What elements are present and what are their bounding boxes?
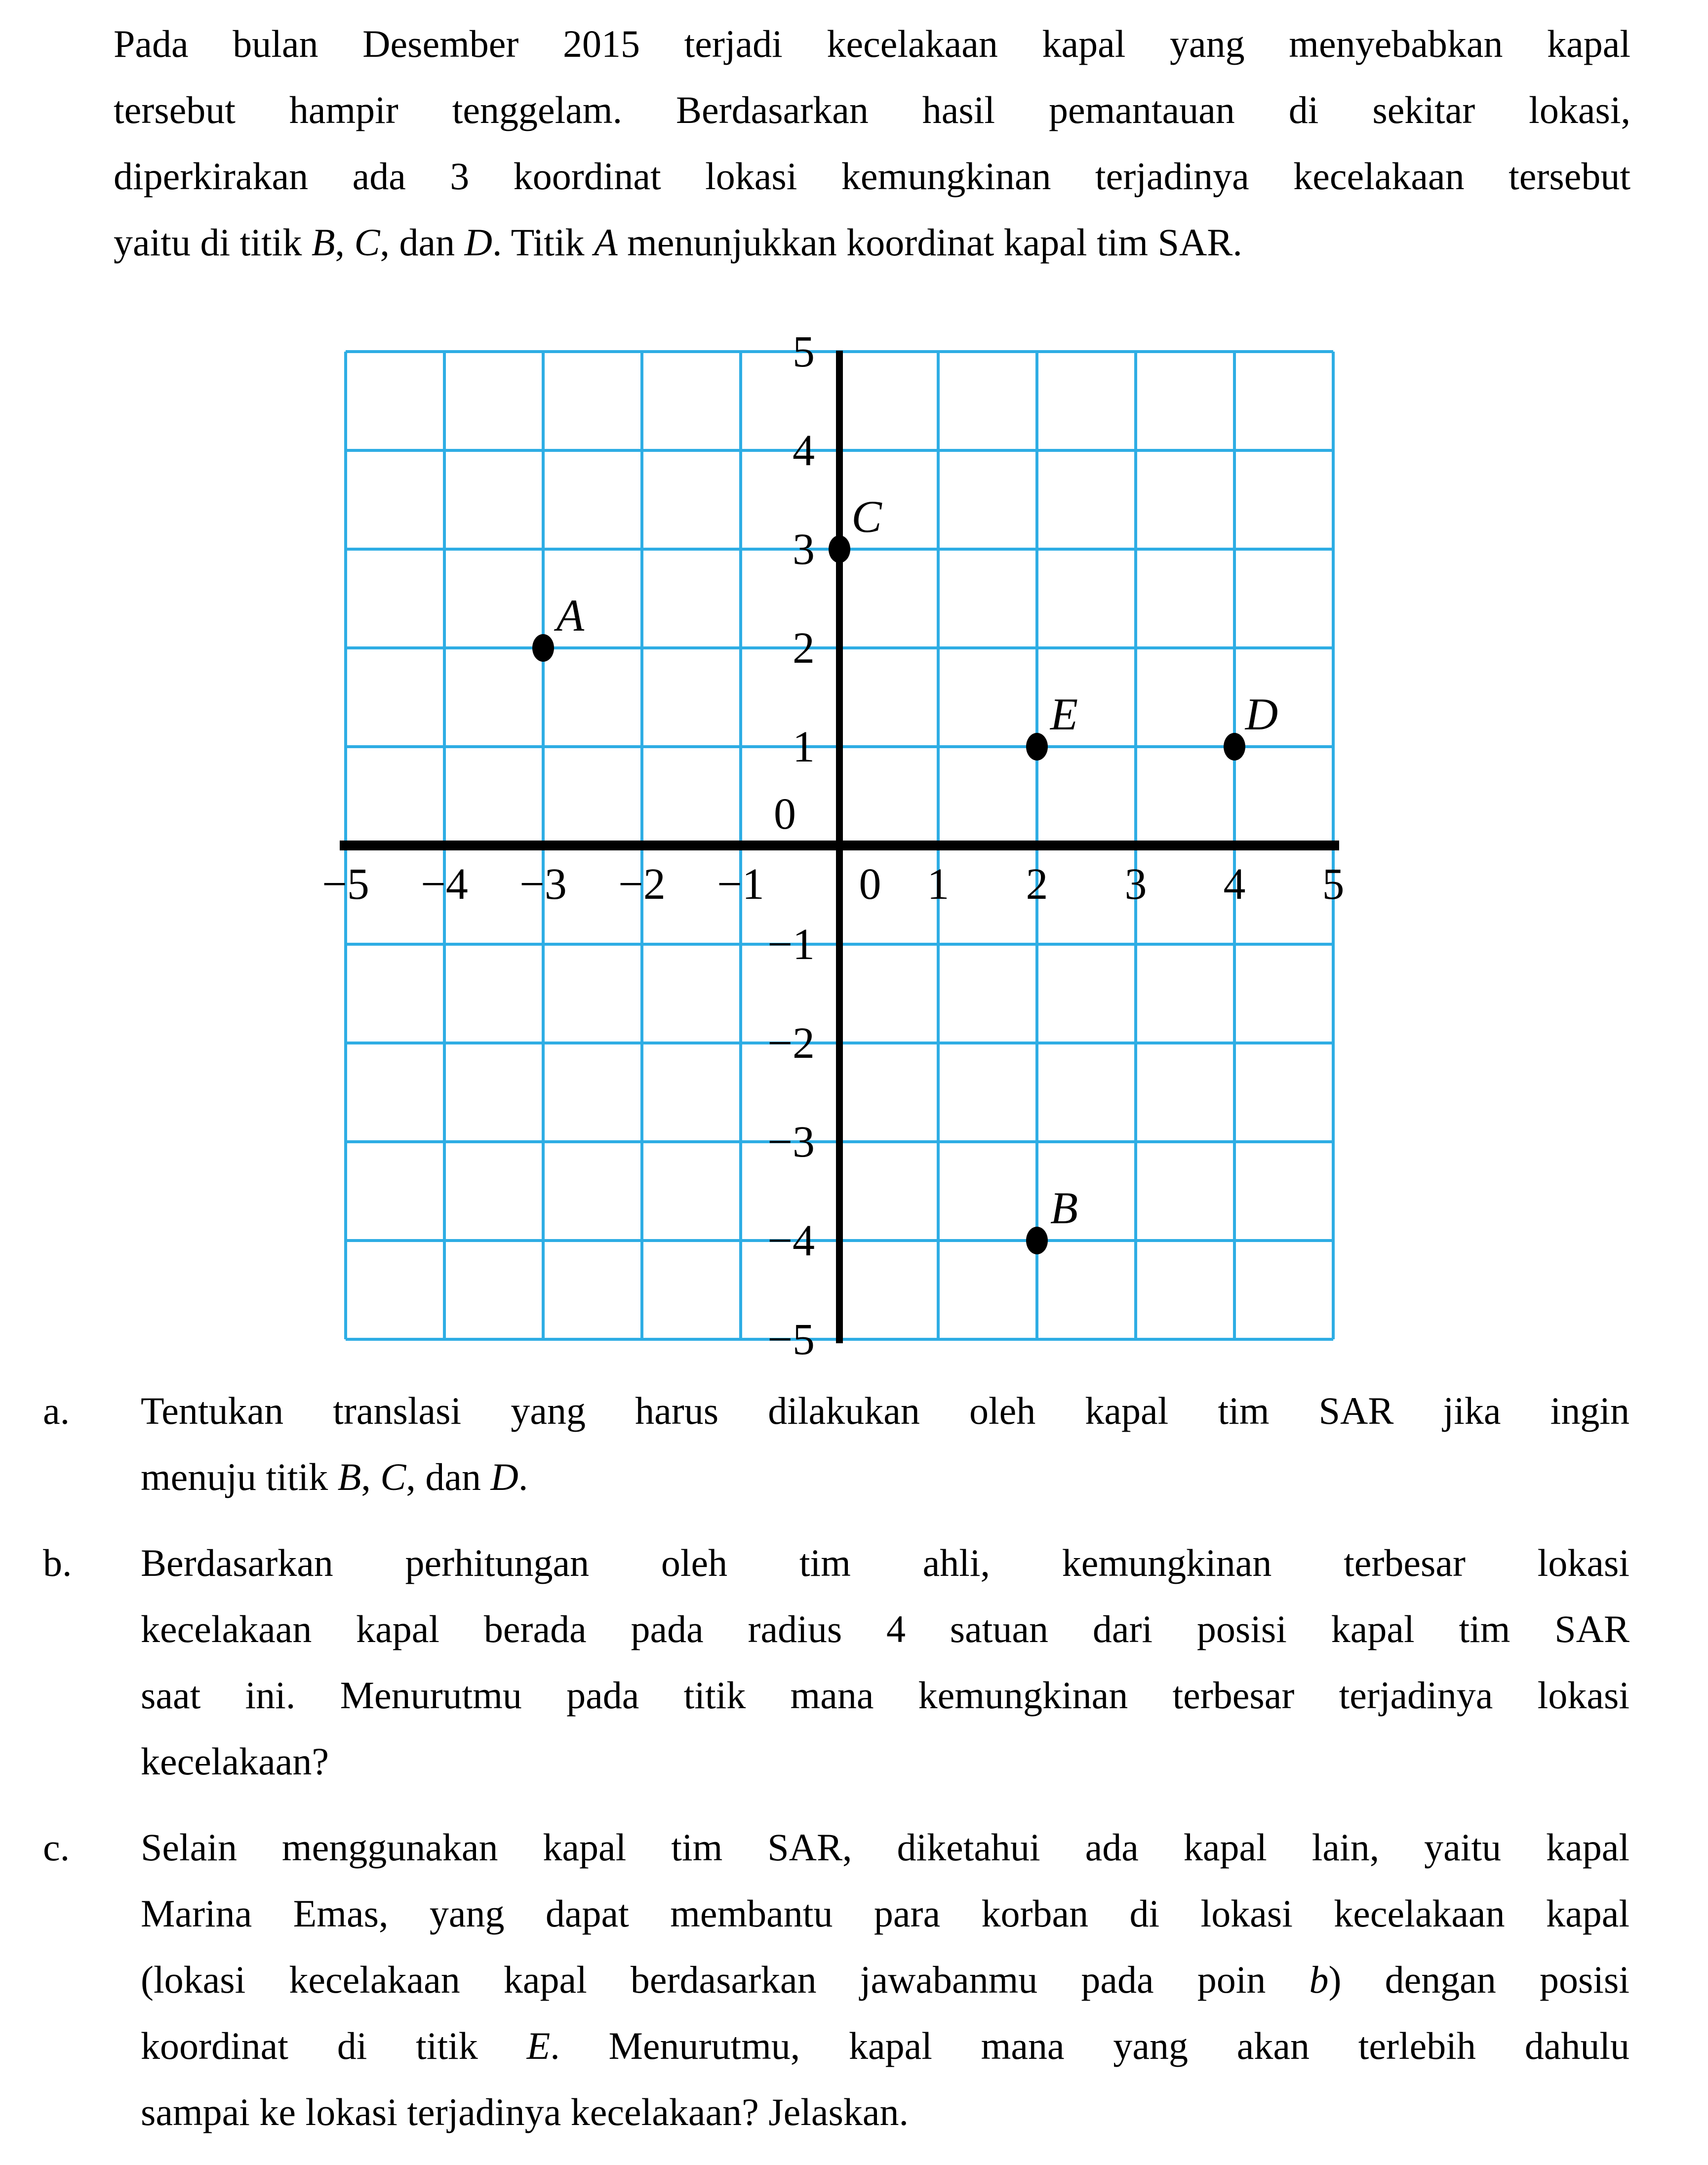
text-segment: Tentukan translasi yang harus dilakukan oleh kapal tim SAR jika ingin [141, 1389, 1629, 1432]
text-segment: menunjukkan koordinat kapal tim SAR. [617, 221, 1242, 264]
x-tick-label: 0 [859, 860, 881, 909]
y-tick-label: 2 [793, 624, 815, 673]
text-line [141, 1444, 1629, 1510]
text-line [114, 77, 1630, 143]
text-segment: , dan [406, 1455, 491, 1498]
text-line [141, 1530, 1629, 1596]
y-tick-label: −3 [767, 1118, 815, 1166]
text-segment: Selain menggunakan kapal tim SAR, diketahui ada kapal lain, yaitu kapal [141, 1826, 1629, 1869]
text-line [141, 2079, 1629, 2145]
x-tick-label: 2 [1026, 860, 1048, 909]
y-tick-label: 0 [774, 790, 796, 839]
point-A [532, 634, 554, 662]
x-tick-label: 4 [1223, 860, 1246, 909]
question-text-c [141, 1814, 1629, 2145]
y-tick-label: −5 [767, 1315, 815, 1364]
question-item-c [43, 1814, 1629, 2145]
text-segment: saat ini. Menurutmu pada titik mana kemungkinan terbesar terjadinya lokasi [141, 1674, 1629, 1717]
math-variable: B [337, 1455, 361, 1498]
x-tick-label: −4 [421, 860, 468, 909]
math-variable: D [490, 1455, 518, 1498]
x-tick-label: −5 [322, 860, 369, 909]
question-text-a [141, 1378, 1629, 1510]
x-tick-label: −3 [519, 860, 567, 909]
text-segment: , dan [380, 221, 465, 264]
text-segment: ) dengan posisi [1328, 1958, 1629, 2001]
x-tick-label: 3 [1124, 860, 1147, 909]
text-segment: Marina Emas, yang dapat membantu para korban di lokasi kecelakaan kapal [141, 1892, 1629, 1935]
text-line [141, 1378, 1629, 1444]
point-D [1224, 733, 1245, 761]
text-segment: yaitu di titik [114, 221, 312, 264]
text-line [141, 1814, 1629, 1881]
math-variable: B [311, 221, 335, 264]
x-tick-label: 5 [1322, 860, 1345, 909]
text-line [141, 2013, 1629, 2079]
question-marker-c: c. [43, 1826, 70, 1869]
text-segment: sampai ke lokasi terjadinya kecelakaan? Jelaskan. [141, 2090, 909, 2133]
intro-paragraph [114, 11, 1630, 276]
text-line [114, 143, 1630, 209]
x-tick-label: −2 [618, 860, 666, 909]
text-line [141, 1947, 1629, 2013]
math-variable: C [380, 1455, 406, 1498]
text-line [114, 209, 1630, 276]
math-variable: b [1309, 1958, 1329, 2001]
text-segment: Pada bulan Desember 2015 terjadi kecelakaan kapal yang menyebabkan kapal [114, 22, 1630, 65]
point-E [1026, 733, 1048, 761]
math-variable: A [594, 221, 618, 264]
text-segment: tersebut hampir tenggelam. Berdasarkan hasil pemantauan di sekitar lokasi, [114, 88, 1630, 131]
point-label-B: B [1050, 1183, 1078, 1233]
y-tick-label: −1 [767, 920, 815, 969]
point-label-D: D [1245, 689, 1278, 739]
question-list [43, 1378, 1629, 2165]
math-variable: C [354, 221, 380, 264]
y-tick-label: 3 [793, 525, 815, 574]
question-item-b [43, 1530, 1629, 1795]
y-tick-label: 5 [793, 327, 815, 376]
question-marker-b: b. [43, 1541, 72, 1584]
text-segment: , [335, 221, 355, 264]
text-segment: diperkirakan ada 3 koordinat lokasi kemungkinan terjadinya kecelakaan tersebut [114, 155, 1630, 198]
text-segment: , [361, 1455, 381, 1498]
text-segment: . Titik [492, 221, 594, 264]
point-B [1026, 1227, 1048, 1254]
text-segment: menuju titik [141, 1455, 338, 1498]
text-segment: kecelakaan? [141, 1740, 329, 1783]
coordinate-plane [272, 316, 1407, 1388]
text-segment: kecelakaan kapal berada pada radius 4 satuan dari posisi kapal tim SAR [141, 1607, 1629, 1650]
point-label-E: E [1050, 689, 1078, 739]
text-segment: koordinat di titik [141, 2024, 527, 2067]
text-segment: Berdasarkan perhitungan oleh tim ahli, kemungkinan terbesar lokasi [141, 1541, 1629, 1584]
question-marker-a: a. [43, 1389, 70, 1432]
y-tick-label: −2 [767, 1019, 815, 1068]
math-variable: E [526, 2024, 551, 2067]
question-item-a [43, 1378, 1629, 1510]
y-tick-label: −4 [767, 1216, 815, 1265]
point-label-C: C [851, 491, 882, 542]
text-line [141, 1662, 1629, 1728]
x-tick-label: −1 [717, 860, 764, 909]
text-segment: (lokasi kecelakaan kapal berdasarkan jawabanmu pada poin [141, 1958, 1310, 2001]
point-C [829, 535, 850, 563]
y-tick-label: 1 [793, 722, 815, 771]
x-tick-label: 1 [927, 860, 950, 909]
text-segment: . [518, 1455, 528, 1498]
text-line [141, 1728, 1629, 1795]
text-line [141, 1596, 1629, 1662]
question-text-b [141, 1530, 1629, 1795]
text-line [141, 1881, 1629, 1947]
text-line [114, 11, 1630, 77]
y-tick-label: 4 [793, 426, 815, 475]
text-segment: . Menurutmu, kapal mana yang akan terlebih dahulu [550, 2024, 1629, 2067]
math-variable: D [464, 221, 492, 264]
point-label-A: A [556, 590, 585, 641]
